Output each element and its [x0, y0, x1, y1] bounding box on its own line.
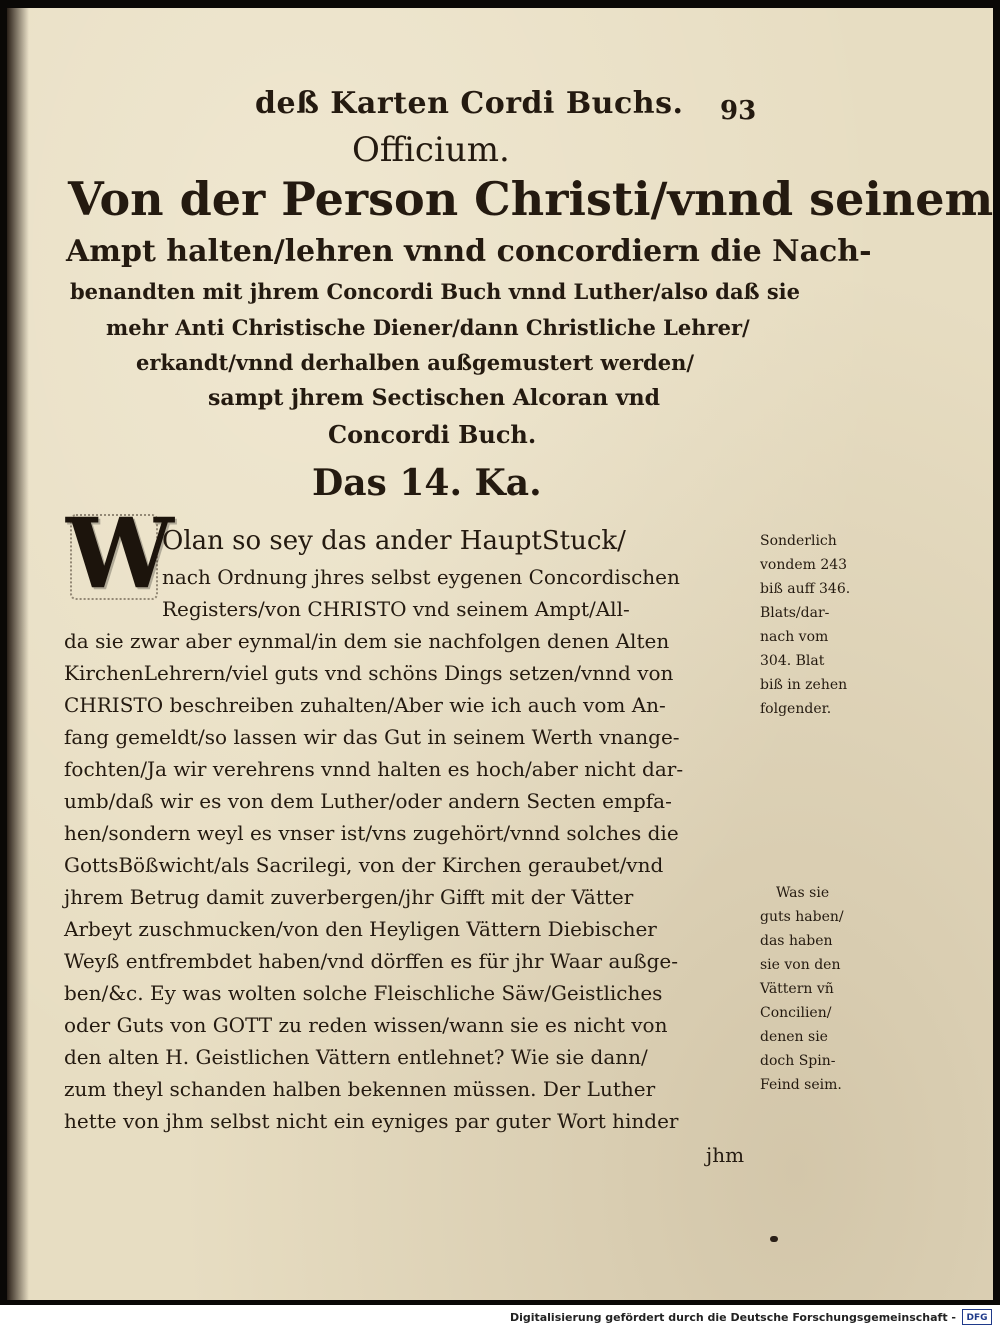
title-line: mehr Anti Christische Diener/dann Christliche Lehrer/	[106, 315, 750, 340]
body-line: Weyß entfrembdet haben/vnd dörffen es für jhr Waar außge-	[64, 949, 679, 973]
body-line: oder Guts von GOTT zu reden wissen/wann sie es nicht von	[64, 1013, 668, 1037]
title-line: Von der Person Christi/vnnd seinem	[68, 172, 994, 226]
margin-note-line: sie von den	[760, 957, 841, 973]
margin-note-line: Sonderlich	[760, 533, 837, 549]
margin-note-line: guts haben/	[760, 909, 844, 925]
page-gutter-shadow	[7, 8, 29, 1300]
body-line: Registers/von CHRISTO vnd seinem Ampt/All-	[162, 597, 630, 621]
body-line: den alten H. Geistlichen Vättern entlehnet? Wie sie dann/	[64, 1045, 648, 1069]
body-line: CHRISTO beschreiben zuhalten/Aber wie ich auch vom An-	[64, 693, 666, 717]
running-head: deß Karten Cordi Buchs.	[255, 86, 684, 121]
margin-note-line: denen sie	[760, 1029, 828, 1045]
body-line: ben/&c. Ey was wolten solche Fleischliche Säw/Geistliches	[64, 981, 663, 1005]
dfg-logo: DFG	[962, 1309, 992, 1325]
chapter-title-block	[60, 168, 994, 454]
margin-note-line: Feind seim.	[760, 1077, 842, 1093]
body-line: Olan so sey das ander HauptStuck/	[162, 526, 626, 556]
margin-note-line: doch Spin-	[760, 1053, 836, 1069]
margin-note-line: Concilien/	[760, 1005, 832, 1021]
margin-note-line: folgender.	[760, 701, 832, 717]
margin-note-line: biß auff 346.	[760, 581, 851, 597]
body-line: fochten/Ja wir verehrens vnnd halten es hoch/aber nicht dar-	[64, 757, 684, 781]
margin-note-line: das haben	[760, 933, 833, 949]
section-label: Officium.	[352, 130, 510, 170]
title-line: erkandt/vnnd derhalben außgemustert werden/	[136, 350, 695, 375]
body-line: umb/daß wir es von dem Luther/oder andern Secten empfa-	[64, 789, 672, 813]
margin-note-line: vondem 243	[760, 557, 848, 573]
chapter-heading: Das 14. Ka.	[312, 462, 542, 504]
drop-cap-initial: W	[66, 497, 174, 610]
catchword: jhm	[706, 1143, 745, 1167]
body-line: zum theyl schanden halben bekennen müssen. Der Luther	[64, 1077, 656, 1101]
body-line: hen/sondern weyl es vnser ist/vns zugehört/vnnd solches die	[64, 821, 679, 845]
margin-note-line: biß in zehen	[760, 677, 848, 693]
body-line: GottsBößwicht/als Sacrilegi, von der Kirchen geraubet/vnd	[64, 853, 664, 877]
body-line: fang gemeldt/so lassen wir das Gut in seinem Werth vnange-	[64, 725, 680, 749]
body-line: hette von jhm selbst nicht ein eyniges par guter Wort hinder	[64, 1109, 679, 1133]
body-line: nach Ordnung jhres selbst eygenen Concordischen	[162, 565, 680, 589]
margin-note-line: Blats/dar-	[760, 605, 830, 621]
margin-note-line: Vättern vñ	[760, 981, 834, 997]
title-line: benandten mit jhrem Concordi Buch vnnd Luther/also daß sie	[70, 279, 801, 304]
digitization-credit: Digitalisierung gefördert durch die Deutsche Forschungsgemeinschaft -	[509, 1311, 956, 1324]
body-line: Arbeyt zuschmucken/von den Heyligen Vättern Diebischer	[64, 917, 657, 941]
title-line: Ampt halten/lehren vnnd concordiern die Nach-	[66, 234, 872, 269]
ink-mark	[770, 1236, 778, 1242]
title-line: Concordi Buch.	[328, 420, 537, 449]
page-number: 93	[720, 96, 757, 126]
body-line: KirchenLehrern/viel guts vnd schöns Dings setzen/vnnd von	[64, 661, 674, 685]
body-line: da sie zwar aber eynmal/in dem sie nachfolgen denen Alten	[64, 629, 670, 653]
margin-note-line: Was sie	[776, 885, 830, 901]
body-line: jhrem Betrug damit zuverbergen/jhr Gifft mit der Vätter	[64, 885, 634, 909]
margin-note-line: nach vom	[760, 629, 829, 645]
margin-note-line: 304. Blat	[760, 653, 825, 669]
title-line: sampt jhrem Sectischen Alcoran vnd	[208, 385, 660, 411]
